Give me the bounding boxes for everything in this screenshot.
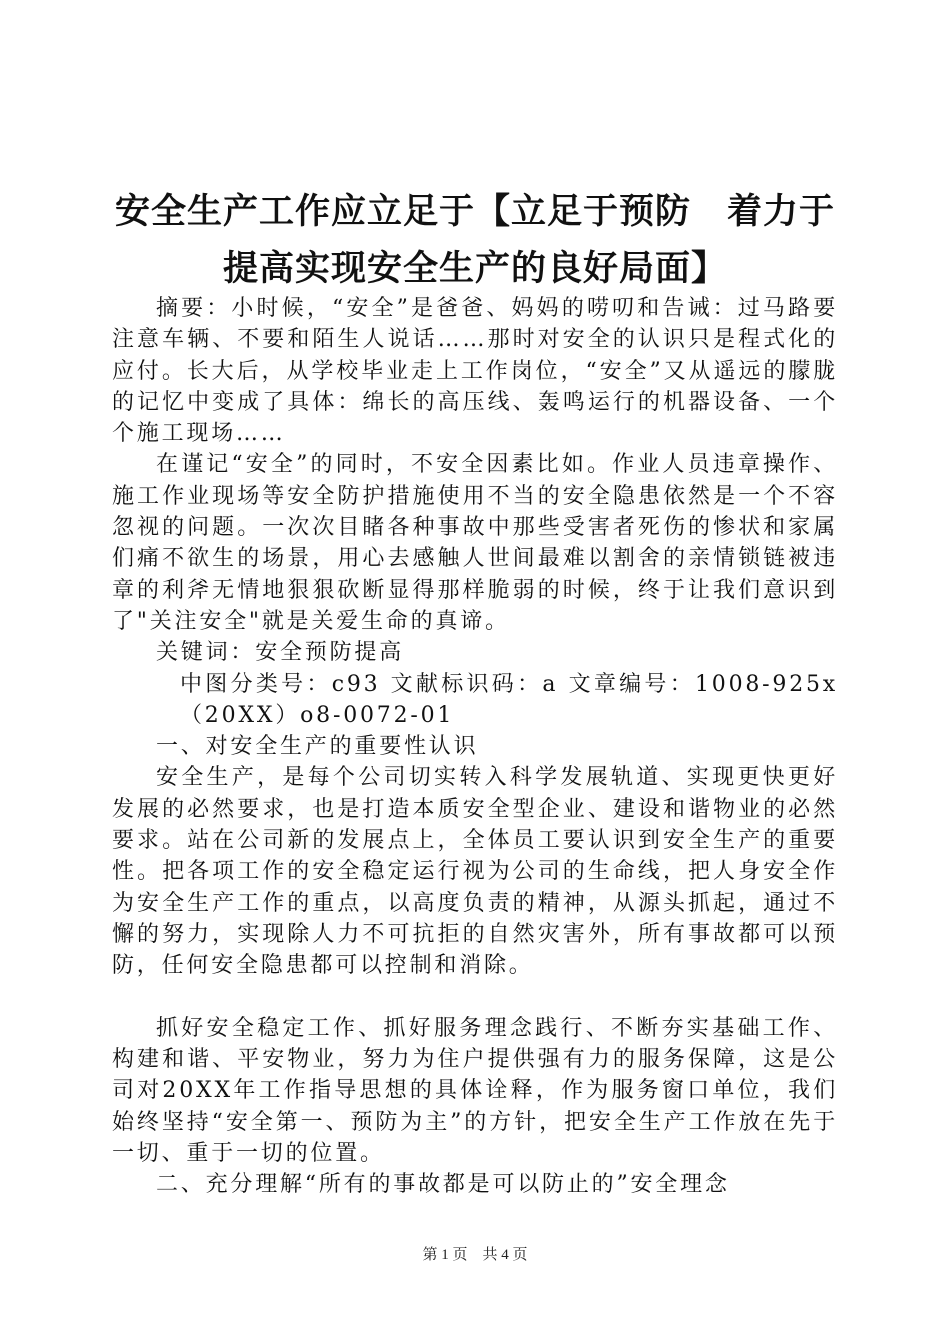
document-title-line-2: 提高实现安全生产的良好局面】: [222, 249, 727, 289]
page-footer: 第 1 页 共 4 页: [422, 1247, 528, 1263]
document-title-line-1: 安全生产工作应立足于【立足于预防 着力于: [114, 192, 835, 232]
keywords-line: 关键词：安全预防提高: [156, 640, 405, 666]
body-paragraph: 抓好安全稳定工作、抓好服务理念践行、不断夯实基础工作、构建和谐、平安物业，努力为住户提供强有力的服务保障，这是公司对20XX年工作指导思想的具体诠释，作为服务窗口单位，我们始终坚持“安全第一、预防为主”的方针，把安全生产工作放在先于一切、重于一切的位置。: [112, 1015, 838, 1167]
classification-line: 中图分类号：c93 文献标识码：a 文章编号：1008-925x（20XX）o8-0072-01: [180, 671, 838, 728]
abstract-paragraph: 摘要：小时候，“安全”是爸爸、妈妈的唠叨和告诫：过马路要注意车辆、不要和陌生人说话……那时对安全的认识只是程式化的应付。长大后，从学校毕业走上工作岗位，“安全”又从遥远的朦胧的记忆中变成了具体：绵长的高压线、轰鸣运行的机器设备、一个个施工现场……: [112, 296, 838, 447]
section-heading-1: 一、对安全生产的重要性认识: [156, 734, 479, 760]
section-heading-2: 二、充分理解“所有的事故都是可以防止的”安全理念: [156, 1172, 730, 1198]
document-body: [112, 293, 838, 1201]
body-paragraph: 安全生产，是每个公司切实转入科学发展轨道、实现更快更好发展的必然要求，也是打造本质安全型企业、建设和谐物业的必然要求。站在公司新的发展点上，全体员工要认识到安全生产的重要性。把各项工作的安全稳定运行视为公司的生命线，把人身安全作为安全生产工作的重点，以高度负责的精神，从源头抓起，通过不懈的努力，实现除人力不可抗拒的自然灾害外，所有事故都可以预防，任何安全隐患都可以控制和消除。: [112, 765, 838, 979]
blank-line: [112, 982, 838, 1013]
body-paragraph: 在谨记“安全”的同时，不安全因素比如。作业人员违章操作、施工作业现场等安全防护措施使用不当的安全隐患依然是一个不容忽视的问题。一次次目睹各种事故中那些受害者死伤的惨状和家属们痛不欲生的场景，用心去感触人世间最难以割舍的亲情锁链被违章的利斧无情地狠狠砍断显得那样脆弱的时候，终于让我们意识到了"关注安全"就是关爱生命的真谛。: [112, 452, 838, 634]
